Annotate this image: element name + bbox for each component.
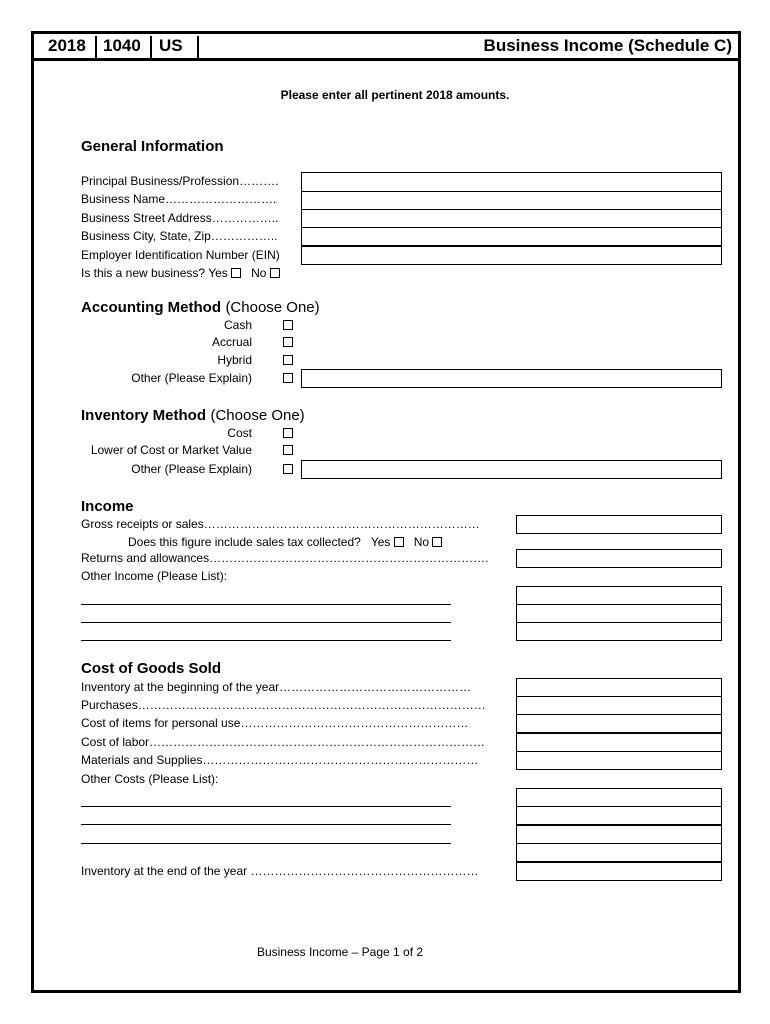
cash-label: Cash — [223, 318, 252, 332]
other-income-line[interactable] — [81, 640, 451, 641]
other-income-field[interactable] — [516, 604, 722, 623]
end-inventory-label: Inventory at the end of the year ………………………………………………… — [81, 864, 479, 878]
inventory-choose: (Choose One) — [210, 407, 305, 424]
returns-label: Returns and allowances……………………………………………………………. — [81, 551, 489, 565]
accounting-heading: Accounting Method — [81, 299, 221, 316]
other-cost-field[interactable] — [516, 825, 722, 844]
new-no-checkbox[interactable] — [270, 268, 280, 278]
header-country: US — [159, 36, 183, 55]
other-income-line[interactable] — [81, 622, 451, 623]
header-divider — [95, 36, 97, 58]
inv-cost-label: Cost — [227, 426, 252, 440]
header-divider — [150, 36, 152, 58]
street-field[interactable] — [301, 209, 722, 228]
other-income-line[interactable] — [81, 604, 451, 605]
tax-yes-label: Yes — [370, 535, 391, 549]
materials-label: Materials and Supplies…………………………………………………………… — [81, 753, 479, 767]
purchases-label: Purchases…………………………………………………………………………… — [81, 698, 486, 712]
city-field[interactable] — [301, 227, 722, 246]
street-label: Business Street Address…………….. — [81, 211, 279, 225]
inv-other-field[interactable] — [301, 460, 722, 479]
other-income-field[interactable] — [516, 622, 722, 641]
other-cost-line[interactable] — [81, 843, 451, 844]
inv-lcm-label: Lower of Cost or Market Value — [90, 443, 252, 457]
new-business-row — [81, 266, 280, 280]
tax-no-label: No — [413, 535, 430, 549]
gross-label: Gross receipts or sales…………………………………………………………… — [81, 517, 480, 531]
cogs-heading: Cost of Goods Sold — [81, 660, 221, 677]
personal-use-field[interactable] — [516, 714, 722, 733]
header-form: 1040 — [103, 36, 141, 55]
other-costs-label: Other Costs (Please List): — [81, 772, 219, 786]
sales-tax-question: Does this figure include sales tax collected? — [128, 535, 361, 549]
inv-cost-checkbox[interactable] — [283, 428, 293, 438]
tax-no-checkbox[interactable] — [432, 537, 442, 547]
end-inventory-field[interactable] — [516, 862, 722, 881]
ein-field[interactable] — [301, 246, 722, 265]
inventory-heading: Inventory Method — [81, 407, 207, 424]
begin-inventory-label: Inventory at the beginning of the year………………………………………… — [81, 680, 472, 694]
gross-field[interactable] — [516, 515, 722, 534]
header-divider — [197, 36, 199, 58]
principal-field[interactable] — [301, 172, 722, 192]
other-cost-field[interactable] — [516, 843, 722, 862]
new-yes-label: Yes — [208, 266, 228, 280]
city-label: Business City, State, Zip…………….. — [81, 229, 278, 243]
new-yes-checkbox[interactable] — [231, 268, 241, 278]
sales-tax-row — [128, 535, 442, 549]
cash-checkbox[interactable] — [283, 320, 293, 330]
page-footer: Business Income – Page 1 of 2 — [256, 945, 424, 959]
accrual-checkbox[interactable] — [283, 337, 293, 347]
other-income-field[interactable] — [516, 586, 722, 605]
purchases-field[interactable] — [516, 696, 722, 715]
name-label: Business Name………………………. — [81, 192, 277, 206]
hybrid-label: Hybrid — [217, 353, 252, 367]
other-cost-field[interactable] — [516, 806, 722, 825]
inv-other-label: Other (Please Explain) — [131, 462, 252, 476]
labor-field[interactable] — [516, 733, 722, 752]
other-cost-field[interactable] — [516, 788, 722, 807]
acct-other-checkbox[interactable] — [283, 373, 293, 383]
labor-label: Cost of labor………………………………………………………………………… — [81, 735, 486, 749]
new-business-question: Is this a new business? — [81, 266, 206, 280]
materials-field[interactable] — [516, 751, 722, 770]
personal-use-label: Cost of items for personal use………………………………………………… — [81, 716, 469, 730]
inv-lcm-checkbox[interactable] — [283, 445, 293, 455]
inventory-heading-row — [81, 407, 305, 425]
acct-other-field[interactable] — [301, 369, 722, 388]
inv-other-checkbox[interactable] — [283, 464, 293, 474]
other-cost-line[interactable] — [81, 806, 451, 807]
header-title: Business Income (Schedule C) — [483, 36, 732, 55]
tax-yes-checkbox[interactable] — [394, 537, 404, 547]
begin-inventory-field[interactable] — [516, 678, 722, 697]
new-no-label: No — [251, 266, 267, 280]
accounting-choose: (Choose One) — [225, 299, 320, 316]
other-income-label: Other Income (Please List): — [81, 569, 228, 583]
hybrid-checkbox[interactable] — [283, 355, 293, 365]
general-heading: General Information — [81, 138, 224, 155]
principal-label: Principal Business/Profession………. — [81, 174, 279, 188]
income-heading: Income — [81, 498, 134, 515]
intro-text: Please enter all pertinent 2018 amounts. — [280, 88, 510, 102]
accrual-label: Accrual — [211, 335, 252, 349]
other-cost-line[interactable] — [81, 824, 451, 825]
header-year: 2018 — [48, 36, 86, 55]
accounting-heading-row — [81, 299, 320, 317]
acct-other-label: Other (Please Explain) — [131, 371, 252, 385]
name-field[interactable] — [301, 191, 722, 210]
returns-field[interactable] — [516, 549, 722, 568]
ein-label: Employer Identification Number (EIN) — [81, 248, 280, 262]
